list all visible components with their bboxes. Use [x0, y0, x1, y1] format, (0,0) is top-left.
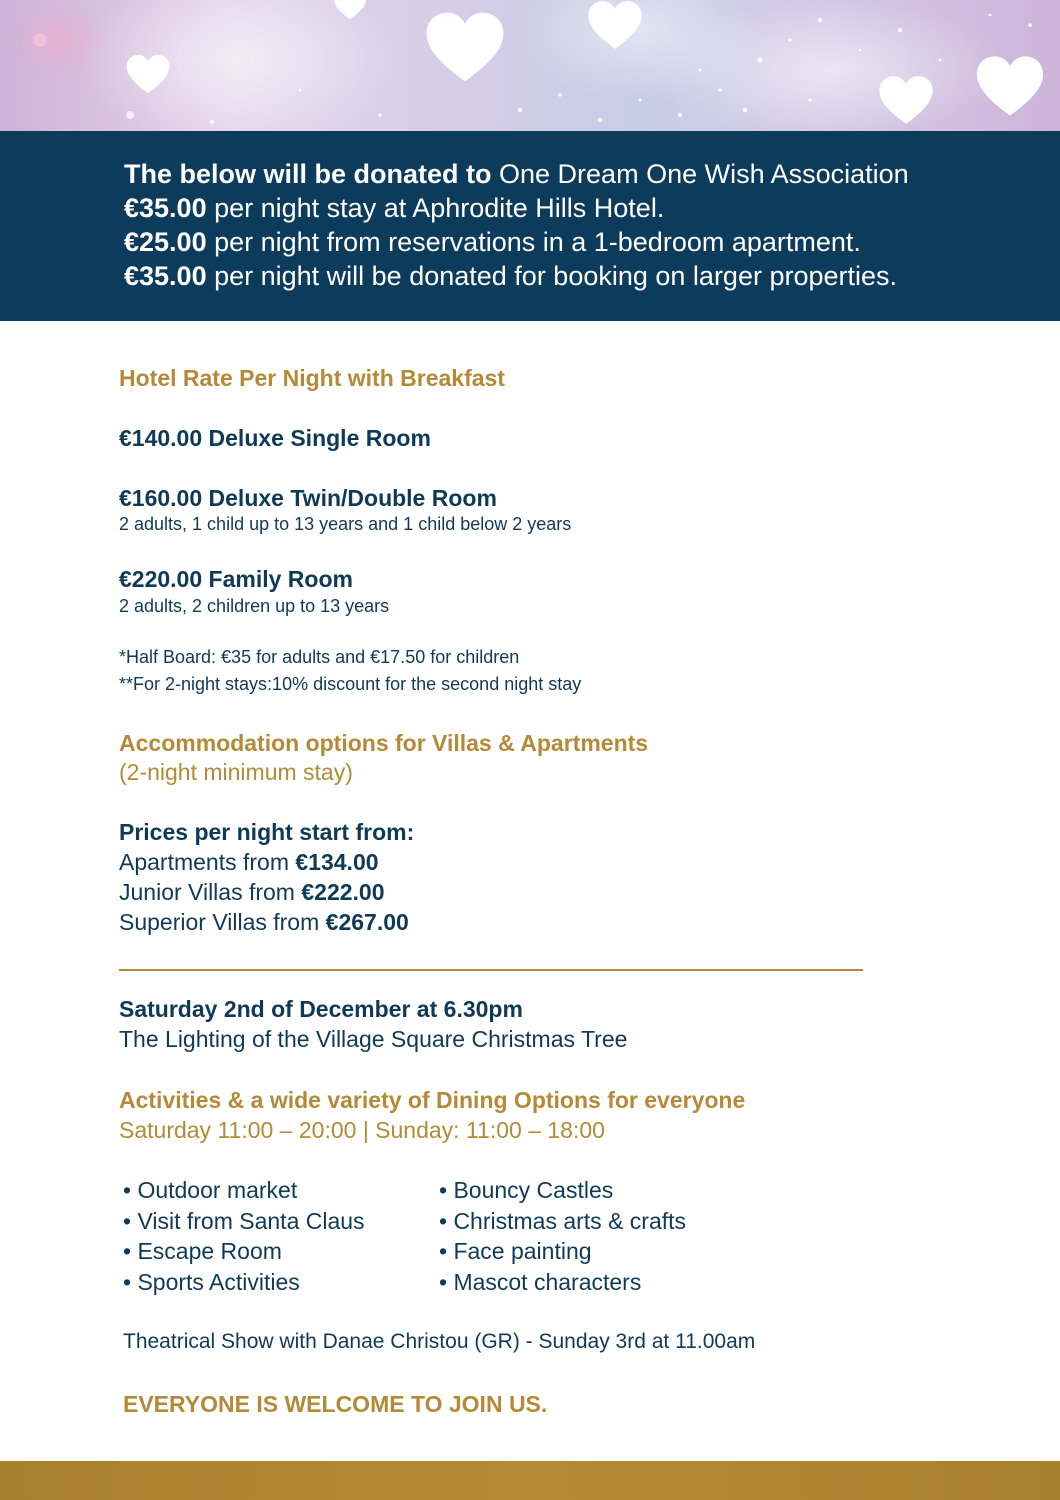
room-family-title: €220.00 Family Room: [119, 566, 353, 592]
event-title: The Lighting of the Village Square Christmas Tree: [119, 1026, 628, 1052]
activities-list-left: [123, 1175, 365, 1297]
donation-banner: [0, 131, 1060, 321]
list-item: • Sports Activities: [123, 1268, 300, 1295]
donation-lines: [124, 157, 909, 293]
price-junior-villas: Junior Villas from €222.00: [119, 879, 385, 905]
heart-icon: [977, 56, 1043, 115]
section-divider: [119, 969, 863, 971]
prices-list: [119, 847, 409, 937]
room-single-title: €140.00 Deluxe Single Room: [119, 425, 431, 451]
activities-list-right: [439, 1175, 686, 1297]
room-double-title: €160.00 Deluxe Twin/Double Room: [119, 485, 497, 511]
list-item: • Outdoor market: [123, 1177, 298, 1203]
room-family-detail: 2 adults, 2 children up to 13 years: [119, 596, 390, 616]
room-double-detail: 2 adults, 1 child up to 13 years and 1 child below 2 years: [119, 514, 572, 534]
villas-heading: Accommodation options for Villas & Apartments: [119, 730, 649, 756]
heart-icon: [427, 13, 504, 82]
prices-heading: Prices per night start from:: [119, 819, 415, 845]
donation-line-apartment: €25.00 per night from reservations in a 1-bedroom apartment.: [124, 227, 861, 257]
activities-heading: Activities & a wide variety of Dining Options for everyone: [119, 1087, 746, 1113]
hearts-decoration: [0, 0, 1060, 131]
discount-note: **For 2-night stays:10% discount for the second night stay: [119, 674, 582, 694]
welcome-message: EVERYONE IS WELCOME TO JOIN US.: [123, 1391, 548, 1417]
theatrical-show: Theatrical Show with Danae Christou (GR) - Sunday 3rd at 11.00am: [123, 1330, 756, 1353]
footer-bar: [0, 1461, 1060, 1500]
list-item: • Visit from Santa Claus: [123, 1207, 365, 1234]
hero-image: [0, 0, 1060, 131]
donation-line-hotel: €35.00 per night stay at Aphrodite Hills Hotel.: [124, 193, 665, 223]
price-apartments: Apartments from €134.00: [119, 849, 379, 875]
price-superior-villas: Superior Villas from €267.00: [119, 909, 409, 935]
list-item: • Christmas arts & crafts: [439, 1207, 687, 1234]
donation-line-association: The below will be donated to One Dream One Wish Association: [124, 159, 909, 189]
list-item: • Face painting: [439, 1238, 592, 1264]
list-item: • Mascot characters: [439, 1268, 642, 1295]
list-item: • Bouncy Castles: [439, 1177, 614, 1203]
activities-hours: Saturday 11:00 – 20:00 | Sunday: 11:00 – 18:00: [119, 1117, 605, 1143]
event-date: Saturday 2nd of December at 6.30pm: [119, 996, 523, 1022]
list-item: • Escape Room: [123, 1238, 282, 1264]
villas-subheading: (2-night minimum stay): [119, 759, 353, 785]
hotel-rates-heading: Hotel Rate Per Night with Breakfast: [119, 365, 505, 391]
donation-line-larger-properties: €35.00 per night will be donated for booking on larger properties.: [124, 261, 898, 291]
half-board-note: *Half Board: €35 for adults and €17.50 for children: [119, 647, 520, 667]
